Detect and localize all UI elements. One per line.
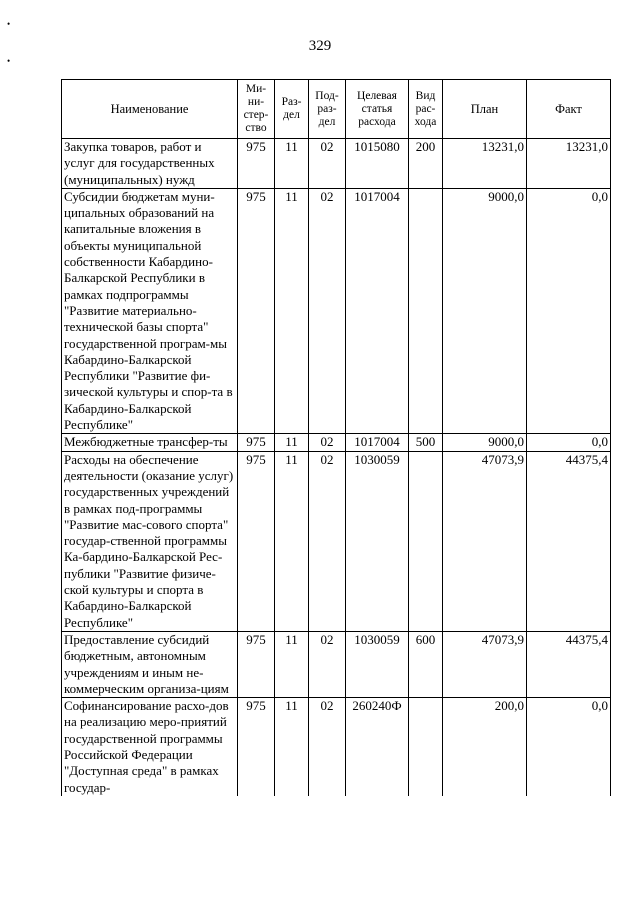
row-expense-type: 200 xyxy=(409,139,443,189)
header-ministry: Ми- ни- стер- ство xyxy=(238,80,275,139)
row-fact: 0,0 xyxy=(527,188,611,433)
row-expense-type xyxy=(409,451,443,631)
row-ministry: 975 xyxy=(238,631,275,697)
row-ministry: 975 xyxy=(238,451,275,631)
header-plan: План xyxy=(443,80,527,139)
row-name: Софинансирование расхо-дов на реализацию меро-приятий государственной программы Российской Федерации "Доступная среда" в рамках государ- xyxy=(62,698,238,796)
row-subsection: 02 xyxy=(309,451,346,631)
row-fact: 0,0 xyxy=(527,434,611,451)
row-ministry: 975 xyxy=(238,434,275,451)
row-plan: 47073,9 xyxy=(443,451,527,631)
table-header-row xyxy=(62,80,611,139)
header-target: Целевая статья расхода xyxy=(346,80,409,139)
page-number: 329 xyxy=(308,38,332,54)
row-target: 1017004 xyxy=(346,188,409,433)
row-ministry: 975 xyxy=(238,188,275,433)
row-plan: 13231,0 xyxy=(443,139,527,189)
row-subsection: 02 xyxy=(309,434,346,451)
row-target: 1030059 xyxy=(346,631,409,697)
row-section: 11 xyxy=(275,698,309,796)
header-section: Раз- дел xyxy=(275,80,309,139)
row-fact: 0,0 xyxy=(527,698,611,796)
budget-table xyxy=(61,79,611,796)
row-expense-type xyxy=(409,188,443,433)
row-subsection: 02 xyxy=(309,188,346,433)
margin-dot: • xyxy=(7,56,11,66)
table-row xyxy=(62,451,611,631)
row-name: Закупка товаров, работ и услуг для государственных (муниципальных) нужд xyxy=(62,139,238,189)
row-plan: 200,0 xyxy=(443,698,527,796)
row-plan: 47073,9 xyxy=(443,631,527,697)
row-section: 11 xyxy=(275,139,309,189)
row-name: Предоставление субсидий бюджетным, автономным учреждениям и иным не-коммерческим организа-циям xyxy=(62,631,238,697)
row-expense-type xyxy=(409,698,443,796)
header-fact: Факт xyxy=(527,80,611,139)
row-section: 11 xyxy=(275,434,309,451)
row-section: 11 xyxy=(275,188,309,433)
row-subsection: 02 xyxy=(309,631,346,697)
row-subsection: 02 xyxy=(309,698,346,796)
row-expense-type: 500 xyxy=(409,434,443,451)
row-fact: 13231,0 xyxy=(527,139,611,189)
row-section: 11 xyxy=(275,451,309,631)
row-expense-type: 600 xyxy=(409,631,443,697)
table-row xyxy=(62,139,611,189)
row-plan: 9000,0 xyxy=(443,434,527,451)
row-target: 1017004 xyxy=(346,434,409,451)
row-name: Расходы на обеспечение деятельности (оказание услуг) государственных учреждений в рамках под-программы "Развитие мас-сового спорта" государ-ственной программы Ка-бардино-Балкарской Рес-публики "Развитие физиче-ской культуры и спорта в Кабардино-Балкарской Республике" xyxy=(62,451,238,631)
header-expense-type: Вид рас- хода xyxy=(409,80,443,139)
margin-dot: • xyxy=(7,19,11,29)
table-row xyxy=(62,631,611,697)
row-section: 11 xyxy=(275,631,309,697)
header-name: Наименование xyxy=(62,80,238,139)
row-target: 1015080 xyxy=(346,139,409,189)
row-fact: 44375,4 xyxy=(527,451,611,631)
row-subsection: 02 xyxy=(309,139,346,189)
row-name: Субсидии бюджетам муни-ципальных образований на капитальные вложения в объекты муниципальной собственности Кабардино-Балкарской Республики в рамках подпрограммы "Развитие материально-технической базы спорта" государственной програм-мы Кабардино-Балкарской Республики "Развитие фи-зической культуры и спор-та в Кабардино-Балкарской Республике" xyxy=(62,188,238,433)
table-row xyxy=(62,188,611,433)
row-name: Межбюджетные трансфер-ты xyxy=(62,434,238,451)
row-ministry: 975 xyxy=(238,698,275,796)
row-target: 1030059 xyxy=(346,451,409,631)
header-subsection: Под- раз- дел xyxy=(309,80,346,139)
row-target: 260240Ф xyxy=(346,698,409,796)
table-row xyxy=(62,698,611,796)
table-row xyxy=(62,434,611,451)
row-plan: 9000,0 xyxy=(443,188,527,433)
row-fact: 44375,4 xyxy=(527,631,611,697)
row-ministry: 975 xyxy=(238,139,275,189)
